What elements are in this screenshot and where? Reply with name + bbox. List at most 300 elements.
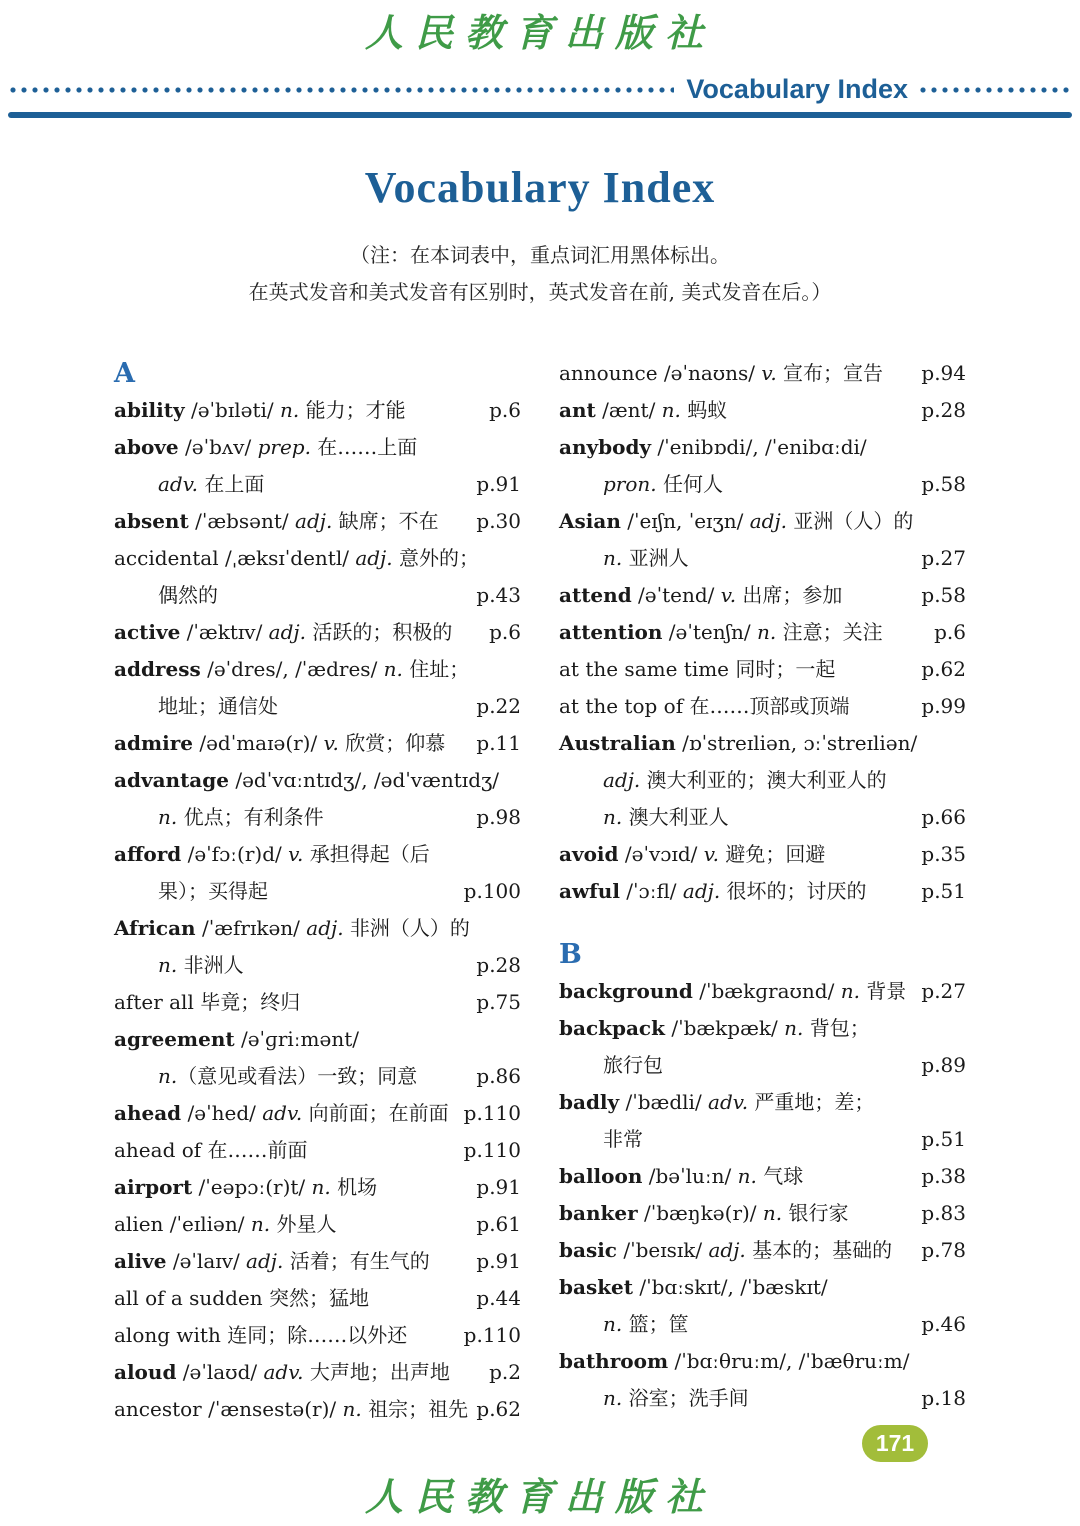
entry-line: [114, 688, 521, 725]
entry-text: [114, 1206, 468, 1243]
text-run: /əˈvɔɪd/: [618, 842, 704, 866]
publisher-logo-bottom: 人民教育出版社: [364, 1474, 715, 1519]
pos-label: n.: [661, 398, 681, 422]
text-run: at the top of 在……顶部或顶端: [559, 694, 850, 718]
entry-line: [114, 503, 521, 540]
text-run: 住址；: [402, 657, 470, 681]
headword: advantage: [114, 768, 229, 792]
entry-line: [559, 762, 966, 799]
pos-label: pron.: [603, 472, 657, 496]
headword: ahead: [114, 1101, 182, 1125]
entry-line: [559, 651, 966, 688]
text-run: 出席；参加: [736, 583, 843, 607]
page-ref: p.30: [476, 509, 521, 533]
text-run: /əˈɡriːmənt/: [234, 1027, 359, 1051]
pos-label: adj.: [708, 1238, 746, 1262]
headword: bathroom: [559, 1349, 669, 1373]
pos-label: n.: [757, 620, 777, 644]
vocab-entry: [559, 392, 966, 429]
text-run: accidental /ˌæksɪˈdentl/: [114, 546, 356, 570]
entry-line: [559, 355, 966, 392]
entry-text: [114, 1058, 468, 1095]
entry-line: [559, 1380, 966, 1417]
headword: admire: [114, 731, 193, 755]
text-run: /ˈæbsənt/: [188, 509, 296, 533]
text-run: 能力；才能: [299, 398, 406, 422]
pos-label: n.: [603, 805, 623, 829]
pos-label: v.: [323, 731, 339, 755]
entry-text: [114, 762, 521, 799]
entry-line: [559, 1158, 966, 1195]
headword: above: [114, 435, 179, 459]
text-run: 避免；回避: [719, 842, 826, 866]
pos-label: n.: [250, 1212, 271, 1236]
entry-line: [114, 910, 521, 947]
vocab-entry: [559, 614, 966, 651]
vocab-column-right: [559, 355, 966, 1428]
vocab-entry: [114, 429, 521, 503]
vocab-entry: [559, 577, 966, 614]
vocab-entry: [114, 836, 521, 910]
headword: address: [114, 657, 201, 681]
entry-text: [114, 1280, 468, 1317]
page-ref: p.58: [921, 472, 966, 496]
headword: Asian: [559, 509, 621, 533]
entry-line: [114, 392, 521, 429]
entry-line: [114, 466, 521, 503]
text-run: 优点；有利条件: [177, 805, 324, 829]
entry-line: [114, 1021, 521, 1058]
text-run: /ˈbækpæk/: [664, 1016, 785, 1040]
entry-line: [114, 1169, 521, 1206]
entry-line: [114, 1280, 521, 1317]
text-run: /ˈɔːfl/: [619, 879, 683, 903]
entry-line: [559, 799, 966, 836]
entry-line: [114, 1317, 521, 1354]
headword: banker: [559, 1201, 638, 1225]
page-ref: p.86: [476, 1064, 521, 1088]
page-ref: p.75: [476, 990, 521, 1014]
text-run: /ˈbɑːθruːm/, /ˈbæθruːm/: [668, 1349, 910, 1373]
note-line-1: （注：在本词表中，重点词汇用黑体标出。: [350, 243, 730, 267]
text-run: 向前面；在前面: [302, 1101, 449, 1125]
pos-label: n.: [158, 805, 178, 829]
headword: attention: [559, 620, 663, 644]
text-run: 非洲人: [177, 953, 244, 977]
text-run: 旅行包: [603, 1053, 663, 1077]
page-ref: p.18: [921, 1386, 966, 1410]
page-ref: p.91: [476, 1175, 521, 1199]
entry-line: [114, 984, 521, 1021]
headword: afford: [114, 842, 182, 866]
entry-text: [114, 1169, 468, 1206]
text-run: ahead of 在……前面: [114, 1138, 308, 1162]
text-run: /əˈbɪləti/: [184, 398, 280, 422]
text-run: 基本的；基础的: [745, 1238, 893, 1262]
entry-text: [114, 725, 468, 762]
pos-label: n.: [762, 1201, 783, 1225]
page-ref: p.6: [489, 398, 521, 422]
text-run: at the same time 同时；一起: [559, 657, 836, 681]
entry-text: [114, 1132, 456, 1169]
entry-text: [559, 1380, 913, 1417]
headword: airport: [114, 1175, 193, 1199]
text-run: 意外的；: [392, 546, 479, 570]
pos-label: adv.: [158, 472, 199, 496]
text-run: 很坏的；讨厌的: [720, 879, 867, 903]
pos-label: n.: [737, 1164, 757, 1188]
headword: backpack: [559, 1016, 665, 1040]
entry-text: [114, 688, 468, 725]
entry-text: [559, 1010, 966, 1047]
headword: background: [559, 979, 693, 1003]
entry-text: [114, 540, 521, 577]
vocab-entry: [559, 503, 966, 577]
entry-line: [114, 429, 521, 466]
vocab-entry: [114, 1169, 521, 1206]
text-run: /ˈbɑːskɪt/, /ˈbæskɪt/: [633, 1275, 828, 1299]
entry-line: [114, 577, 521, 614]
pos-label: adj.: [268, 620, 306, 644]
pos-label: adj.: [355, 546, 393, 570]
text-run: all of a sudden 突然；猛地: [114, 1286, 369, 1310]
entry-text: [559, 1232, 913, 1269]
pos-label: n.: [383, 657, 403, 681]
entry-text: [114, 910, 521, 947]
pos-label: adj.: [295, 509, 333, 533]
entry-line: [114, 1206, 521, 1243]
pos-label: n.: [158, 953, 178, 977]
text-run: 银行家: [782, 1201, 849, 1225]
headword: Australian: [559, 731, 676, 755]
entry-line: [559, 1195, 966, 1232]
entry-text: [114, 577, 468, 614]
headword: badly: [559, 1090, 620, 1114]
text-run: /ˈeɪʃn, ˈeɪʒn/: [620, 509, 750, 533]
entry-text: [559, 1343, 966, 1380]
vocab-entry: [559, 1343, 966, 1417]
vocab-entry: [114, 614, 521, 651]
entry-line: [559, 836, 966, 873]
page-ref: p.110: [463, 1101, 521, 1125]
vocab-entry: [559, 725, 966, 836]
entry-text: [559, 1306, 913, 1343]
entry-text: [559, 1158, 913, 1195]
entry-line: [114, 947, 521, 984]
entry-line: [559, 973, 966, 1010]
page-ref: p.27: [921, 979, 966, 1003]
vocab-entry: [559, 973, 966, 1010]
text-run: /əˈtend/: [631, 583, 721, 607]
text-run: /əˈlaʊd/: [176, 1360, 264, 1384]
vocab-column-left: [114, 355, 521, 1428]
text-run: 非常: [603, 1127, 643, 1151]
headword: African: [114, 916, 196, 940]
page-ref: p.38: [921, 1164, 966, 1188]
vocab-entry: [559, 1084, 966, 1158]
entry-text: [114, 503, 468, 540]
entry-line: [559, 1084, 966, 1121]
page-ref: p.61: [476, 1212, 521, 1236]
vocab-entry: [114, 540, 521, 614]
section-letter-B: B: [559, 939, 582, 970]
pos-label: adv.: [708, 1090, 749, 1114]
text-run: 背景: [859, 979, 907, 1003]
vocab-entry: [114, 725, 521, 762]
entry-line: [559, 392, 966, 429]
entry-line: [114, 651, 521, 688]
page-ref: p.35: [921, 842, 966, 866]
page-ref: p.51: [921, 879, 966, 903]
header-section-label: Vocabulary Index: [686, 74, 908, 104]
text-run: /ˈenibɒdi/, /ˈenibɑːdi/: [651, 435, 867, 459]
text-run: /ˈbæŋkə(r)/: [637, 1201, 763, 1225]
text-run: 注意；关注: [776, 620, 883, 644]
entry-line: [114, 762, 521, 799]
page-ref: p.11: [476, 731, 521, 755]
headword: ability: [114, 398, 185, 422]
page-ref: p.58: [921, 583, 966, 607]
text-run: 欣赏；仰慕: [338, 731, 446, 755]
entry-text: [559, 973, 913, 1010]
page-ref: p.28: [921, 398, 966, 422]
text-run: /ədˈvɑːntɪdʒ/, /ədˈvæntɪdʒ/: [228, 768, 500, 792]
text-run: 宣布；宣告: [776, 361, 884, 385]
page-ref: p.46: [921, 1312, 966, 1336]
text-run: 亚洲（人）的: [787, 509, 914, 533]
text-run: 活着；有生气的: [283, 1249, 430, 1273]
text-run: announce /əˈnaʊns/: [559, 361, 762, 385]
vocab-entry: [559, 1195, 966, 1232]
entry-line: [114, 799, 521, 836]
page-ref: p.44: [476, 1286, 521, 1310]
vocab-entry: [559, 1010, 966, 1084]
page-ref: p.51: [921, 1127, 966, 1151]
text-run: /ɒˈstreɪliən, ɔːˈstreɪliən/: [675, 731, 918, 755]
pos-label: n.: [784, 1016, 804, 1040]
headword: avoid: [559, 842, 619, 866]
text-run: 蚂蚁: [680, 398, 728, 422]
headword: ant: [559, 398, 596, 422]
text-run: /əˈhed/: [181, 1101, 263, 1125]
dotted-line-right: [920, 87, 1070, 93]
entry-text: [559, 355, 913, 392]
text-run: /bəˈluːn/: [642, 1164, 738, 1188]
entry-text: [559, 503, 966, 540]
entry-line: [114, 1095, 521, 1132]
entry-text: [114, 429, 521, 466]
entry-line: [559, 540, 966, 577]
pos-label: prep.: [257, 435, 311, 459]
pos-label: adj.: [306, 916, 344, 940]
text-run: 在上面: [198, 472, 265, 496]
text-run: 亚洲人: [622, 546, 689, 570]
text-run: 气球: [756, 1164, 804, 1188]
text-run: 非洲（人）的: [343, 916, 470, 940]
text-run: （意见或看法）一致；同意: [177, 1064, 418, 1088]
page-ref: p.6: [489, 620, 521, 644]
entry-text: [114, 1095, 456, 1132]
entry-line: [559, 577, 966, 614]
text-run: /əˈdres/, /ˈædres/: [200, 657, 384, 681]
text-run: /əˈlaɪv/: [166, 1249, 247, 1273]
text-run: 缺席；不在: [332, 509, 439, 533]
page-ref: p.91: [476, 472, 521, 496]
text-run: 背包；: [803, 1016, 870, 1040]
vocab-columns: [114, 355, 966, 1428]
dotted-line-left: [10, 87, 674, 93]
text-run: 澳大利亚人: [622, 805, 729, 829]
page-ref: p.78: [921, 1238, 966, 1262]
page-ref: p.6: [934, 620, 966, 644]
pos-label: adj.: [246, 1249, 284, 1273]
page-ref: p.22: [476, 694, 521, 718]
text-run: 严重地；差；: [748, 1090, 875, 1114]
entry-text: [559, 1195, 913, 1232]
text-run: /əˈbʌv/: [178, 435, 258, 459]
pos-label: v.: [761, 361, 777, 385]
text-run: /əˈfɔː(r)d/: [181, 842, 289, 866]
vocab-entry: [114, 1021, 521, 1095]
text-run: /ˈbædli/: [619, 1090, 709, 1114]
vocab-entry: [114, 651, 521, 725]
text-run: alien /ˈeɪliən/: [114, 1212, 251, 1236]
entry-text: [114, 873, 456, 910]
text-run: 外星人: [270, 1212, 337, 1236]
page-ref: p.94: [921, 361, 966, 385]
headword: alive: [114, 1249, 167, 1273]
pos-label: n.: [840, 979, 860, 1003]
entry-text: [559, 1084, 966, 1121]
page-ref: p.89: [921, 1053, 966, 1077]
headword: absent: [114, 509, 189, 533]
headword: active: [114, 620, 181, 644]
page-ref: p.91: [476, 1249, 521, 1273]
page-ref: p.28: [476, 953, 521, 977]
entry-text: [559, 392, 913, 429]
page-title: Vocabulary Index: [364, 163, 716, 212]
vocab-entry: [559, 688, 966, 725]
entry-text: [559, 799, 913, 836]
entry-text: [559, 1121, 913, 1158]
entry-text: [114, 1354, 481, 1391]
entry-text: [559, 836, 913, 873]
entry-text: [559, 466, 913, 503]
text-run: after all 毕竟；终归: [114, 990, 301, 1014]
text-run: 承担得起（后: [303, 842, 430, 866]
entry-line: [114, 1243, 521, 1280]
text-run: /ədˈmaɪə(r)/: [192, 731, 324, 755]
entry-text: [114, 799, 468, 836]
vocab-entry: [114, 1354, 521, 1391]
header-rule-row: [10, 74, 1070, 105]
text-run: along with 连同；除……以外还: [114, 1323, 408, 1347]
text-run: 篮；筐: [622, 1312, 689, 1336]
pos-label: v.: [720, 583, 737, 607]
page-ref: p.62: [921, 657, 966, 681]
page-ref: p.43: [476, 583, 521, 607]
entry-line: [559, 1343, 966, 1380]
headword: basic: [559, 1238, 617, 1262]
vocab-entry: [114, 1132, 521, 1169]
pos-label: n.: [603, 546, 623, 570]
text-run: /ˈæktɪv/: [180, 620, 269, 644]
entry-text: [559, 429, 966, 466]
pos-label: adv.: [262, 1101, 303, 1125]
entry-line: [559, 1047, 966, 1084]
entry-line: [559, 466, 966, 503]
headword: anybody: [559, 435, 652, 459]
text-run: /ænt/: [595, 398, 662, 422]
pos-label: n.: [280, 398, 300, 422]
entry-line: [559, 1232, 966, 1269]
entry-text: [559, 725, 966, 762]
text-run: /ˈbækɡraʊnd/: [692, 979, 841, 1003]
entry-line: [559, 1269, 966, 1306]
entry-line: [559, 1010, 966, 1047]
entry-line: [559, 429, 966, 466]
headword: balloon: [559, 1164, 643, 1188]
vocab-entry: [559, 1269, 966, 1343]
entry-text: [114, 836, 521, 873]
entry-text: [559, 614, 926, 651]
entry-line: [114, 1058, 521, 1095]
page-ref: p.110: [463, 1323, 521, 1347]
entry-line: [114, 1391, 521, 1428]
text-run: /ˈeəpɔː(r)t/: [192, 1175, 312, 1199]
vocab-entry: [114, 1280, 521, 1317]
vocab-entry: [559, 836, 966, 873]
entry-text: [559, 1047, 913, 1084]
page-ref: p.110: [463, 1138, 521, 1162]
entry-text: [559, 540, 913, 577]
text-run: /ˈæfrɪkən/: [195, 916, 307, 940]
text-run: 机场: [330, 1175, 378, 1199]
entry-line: [114, 836, 521, 873]
vocab-entry: [114, 1317, 521, 1354]
entry-line: [559, 1306, 966, 1343]
vocab-entry: [114, 910, 521, 984]
entry-text: [114, 947, 468, 984]
text-run: 活跃的；积极的: [305, 620, 453, 644]
vocab-entry: [114, 762, 521, 836]
entry-line: [559, 614, 966, 651]
entry-line: [114, 1132, 521, 1169]
text-run: 浴室；洗手间: [622, 1386, 749, 1410]
vocab-entry: [559, 1232, 966, 1269]
entry-text: [559, 651, 913, 688]
pos-label: n.: [603, 1312, 623, 1336]
text-run: /əˈtenʃn/: [662, 620, 758, 644]
pos-label: adv.: [263, 1360, 304, 1384]
text-run: 在……上面: [310, 435, 418, 459]
headword: agreement: [114, 1027, 235, 1051]
text-run: ancestor /ˈænsestə(r)/: [114, 1397, 343, 1421]
entry-line: [114, 614, 521, 651]
vocab-entry: [114, 1095, 521, 1132]
page-ref: p.98: [476, 805, 521, 829]
text-run: /ˈbeɪsɪk/: [616, 1238, 709, 1262]
page-ref: p.62: [476, 1397, 521, 1421]
text-run: 任何人: [656, 472, 724, 496]
entry-line: [114, 1354, 521, 1391]
pos-label: adj.: [682, 879, 721, 903]
entry-text: [559, 1269, 966, 1306]
entry-line: [559, 503, 966, 540]
vocab-entry: [114, 503, 521, 540]
header-divider: [8, 112, 1072, 118]
headword: basket: [559, 1275, 634, 1299]
